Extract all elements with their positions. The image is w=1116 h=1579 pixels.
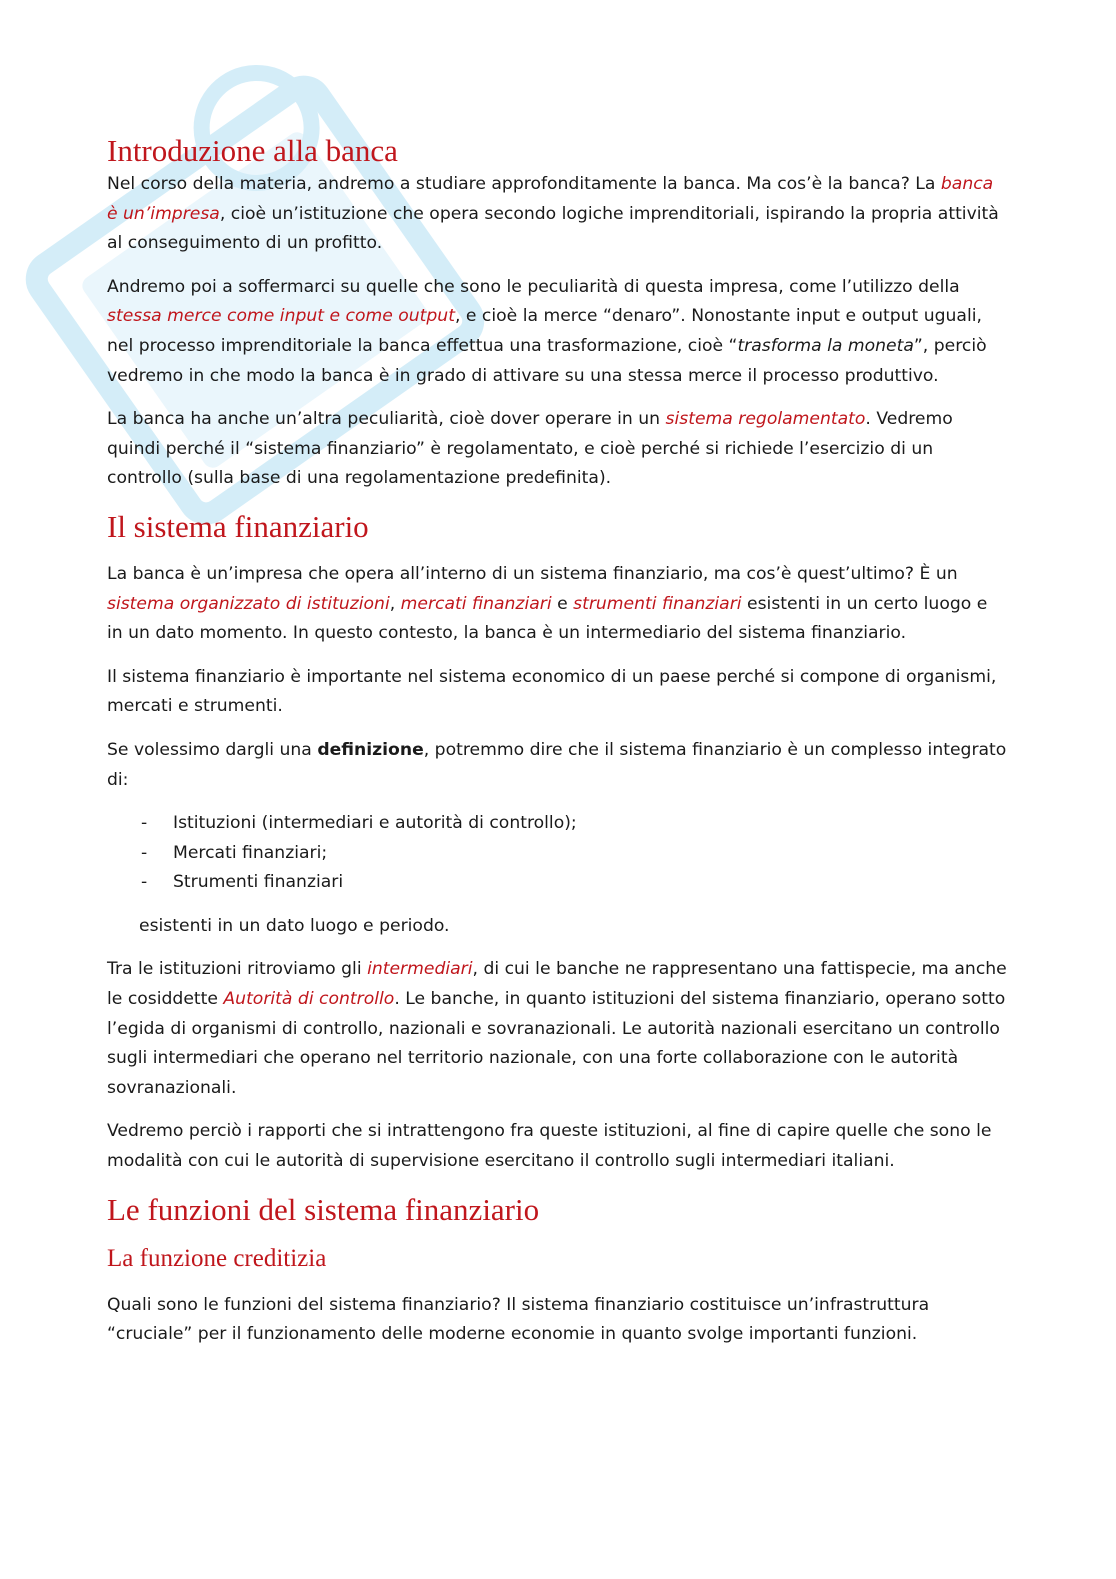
highlight-text: sistema regolamentato <box>665 409 866 430</box>
text: La banca ha anche un’altra peculiarità, cioè dover operare in un <box>107 409 666 430</box>
list-item <box>107 868 1007 898</box>
paragraph-intro-3 <box>107 405 1007 494</box>
list-item-text: Mercati finanziari; <box>173 842 328 863</box>
text: . Le banche, in quanto istituzioni del sistema finanziario, operano sotto l’egida di organismi di controllo, nazionali e sovranazionali. Le autorità nazionali esercitano un controllo sugli intermediari che operano nel territorio nazionale, con una forte collaborazione con le autorità sovranazionali. <box>107 989 1006 1098</box>
dash-bullet: - <box>141 842 148 863</box>
dash-bullet: - <box>141 813 148 834</box>
heading-sistema-finanziario: Il sistema finanziario <box>107 508 369 544</box>
paragraph-funzioni-1: Quali sono le funzioni del sistema finanziario? Il sistema finanziario costituisce un’infrastruttura “cruciale” per il funzionamento delle moderne economie in quanto svolge importanti funzioni. <box>107 1294 930 1345</box>
text: La banca è un’impresa che opera all’interno di un sistema finanziario, ma cos’è quest’ultimo? È un <box>107 563 958 584</box>
document-page <box>107 132 1007 1364</box>
paragraph-sistema-4: esistenti in un dato luogo e periodo. <box>139 915 450 936</box>
text: , <box>389 593 401 614</box>
paragraph-sistema-5 <box>107 955 1007 1103</box>
text: esistenti in un certo luogo e in un dato momento. In questo contesto, la banca è un intermediario del sistema finanziario. <box>107 593 988 644</box>
subheading-funzione-creditizia: La funzione creditizia <box>107 1244 327 1272</box>
paragraph-sistema-6: Vedremo perciò i rapporti che si intrattengono fra queste istituzioni, al fine di capire quelle che sono le modalità con cui le autorità di supervisione esercitano il controllo sugli intermediari italiani. <box>107 1121 992 1172</box>
text: , di cui le banche ne rappresentano una fattispecie, ma anche le cosiddette <box>107 959 1007 1010</box>
text: . Vedremo quindi perché il “sistema finanziario” è regolamentato, e cioè perché si richiede l’esercizio di un controllo (sulla base di una regolamentazione predefinita). <box>107 409 953 489</box>
highlight-text: banca è un’impresa <box>107 174 994 224</box>
text: , cioè un’istituzione che opera secondo logiche imprenditoriali, ispirando la propria attività al conseguimento di un profitto. <box>107 203 999 254</box>
text: Tra le istituzioni ritroviamo gli <box>107 959 368 980</box>
highlight-text: strumenti finanziari <box>573 593 742 614</box>
text: , potremmo dire che il sistema finanziario è un complesso integrato di: <box>107 739 1007 790</box>
paragraph-sistema-2: Il sistema finanziario è importante nel sistema economico di un paese perché si compone di organismi, mercati e strumenti. <box>107 666 997 717</box>
heading-introduzione: Introduzione alla banca <box>107 133 398 168</box>
list-item <box>107 809 1007 839</box>
paragraph-sistema-1 <box>107 560 1007 649</box>
text: Nel corso della materia, andremo a studiare approfonditamente la banca. Ma cos’è la banca? La <box>107 174 941 194</box>
heading-funzioni: Le funzioni del sistema finanziario <box>107 1191 540 1227</box>
bullet-list <box>107 809 1007 898</box>
list-item <box>107 839 1007 869</box>
highlight-text: sistema organizzato di istituzioni <box>107 593 390 614</box>
text: , e cioè la merce “denaro”. Nonostante input e output uguali, nel processo imprenditoriale la banca effettua una trasformazione, cioè “ <box>107 306 982 356</box>
bold-text: definizione <box>317 739 424 760</box>
list-item-text: Strumenti finanziari <box>173 872 344 893</box>
highlight-text: stessa merce come input e come output <box>107 306 455 327</box>
highlight-text: mercati finanziari <box>400 593 552 614</box>
text: Se volessimo dargli una <box>107 739 318 760</box>
paragraph-intro-2 <box>107 273 1007 391</box>
text: Andremo poi a soffermarci su quelle che sono le peculiarità di questa impresa, come l’utilizzo della <box>107 276 960 297</box>
italic-text: trasforma la moneta <box>737 335 914 356</box>
highlight-text: Autorità di controllo <box>223 989 395 1010</box>
paragraph-sistema-3 <box>107 736 1007 795</box>
text: e <box>551 593 574 614</box>
list-item-text: Istituzioni (intermediari e autorità di controllo); <box>173 813 577 834</box>
paragraph-intro-1 <box>107 170 1007 259</box>
text: ”, perciò vedremo in che modo la banca è in grado di attivare su una stessa merce il processo produttivo. <box>107 335 987 386</box>
highlight-text: intermediari <box>367 959 473 980</box>
dash-bullet: - <box>141 872 148 893</box>
